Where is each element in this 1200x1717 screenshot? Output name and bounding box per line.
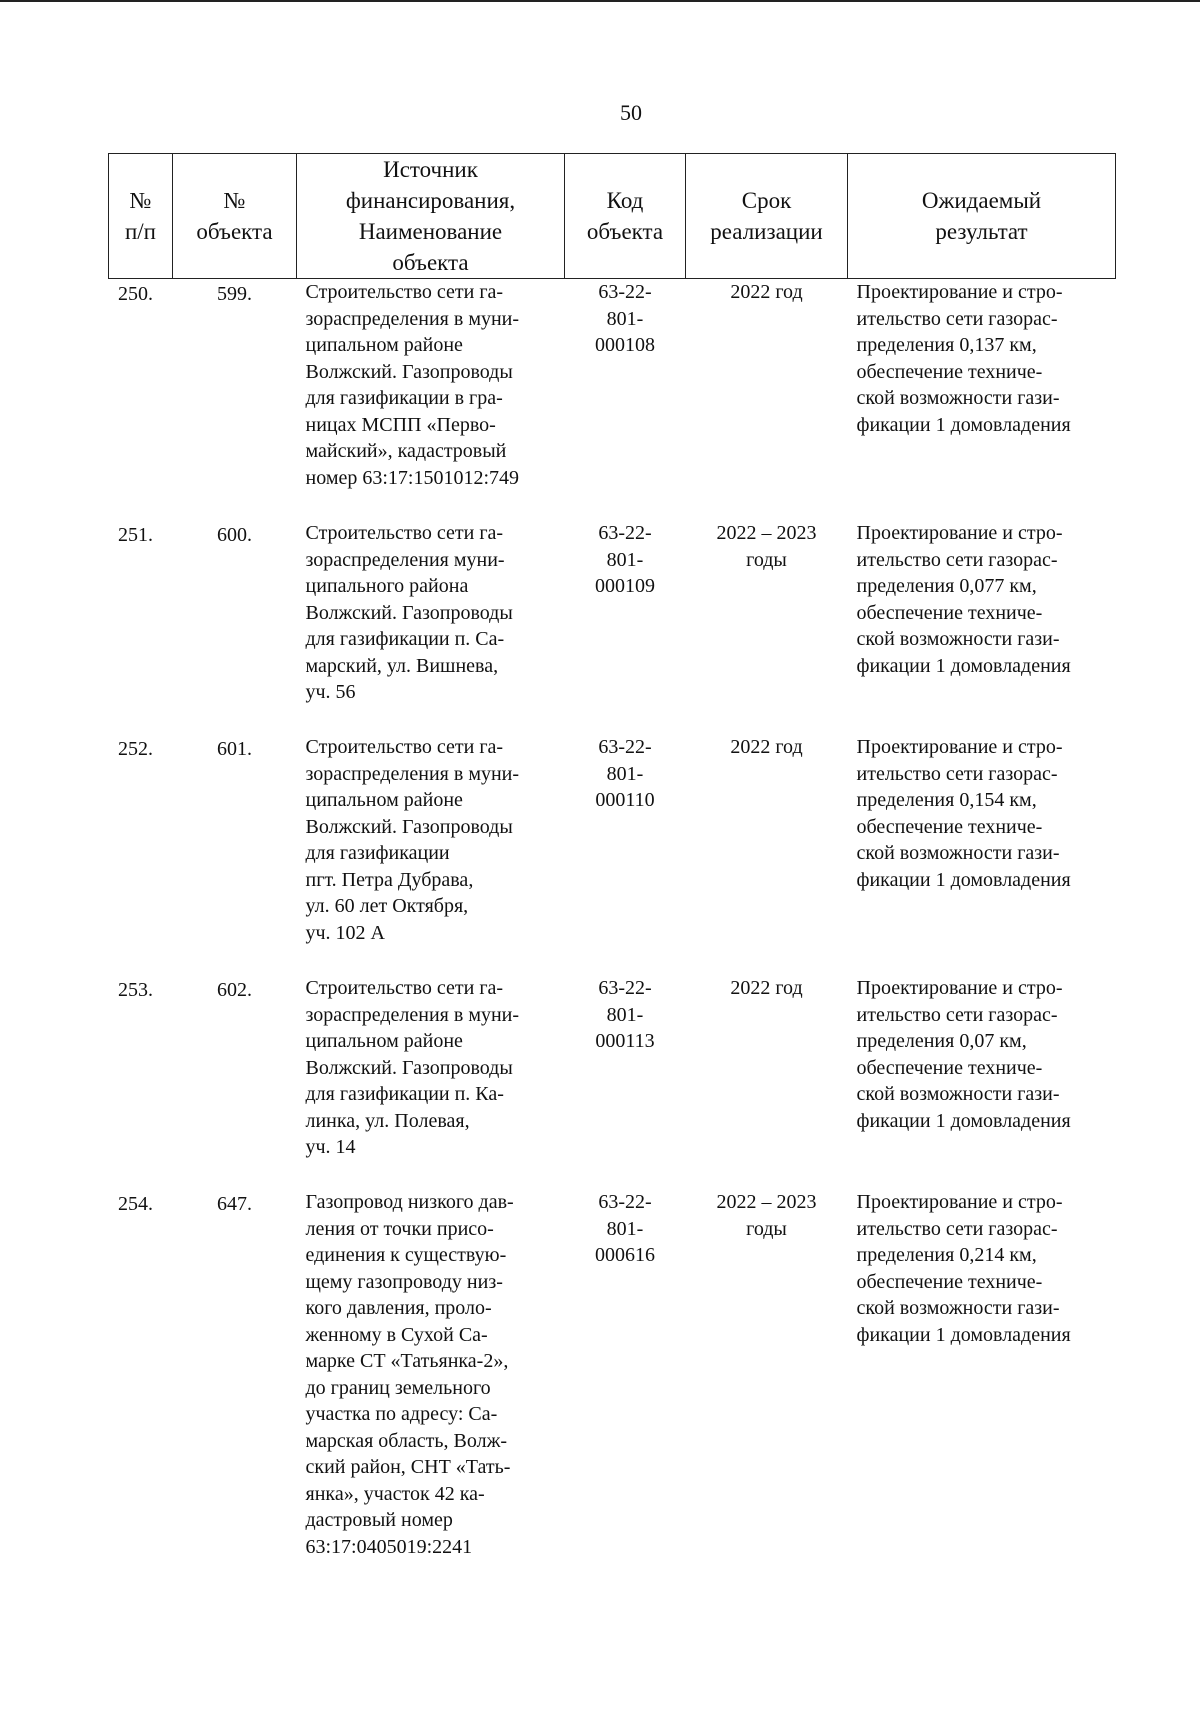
text-line: п/п: [124, 219, 156, 244]
text-line: ительство сети газорас-: [856, 307, 1058, 330]
text-line: годы: [746, 548, 787, 571]
header-expected-result: [848, 154, 1116, 279]
text-line: реализации: [710, 219, 823, 244]
implementation-period: [686, 734, 848, 975]
text-line: уч. 14: [305, 1136, 356, 1158]
text-line: Проектирование и стро-: [856, 736, 1063, 758]
expected-result: [848, 975, 1116, 1189]
table-row: [109, 734, 1116, 975]
text-line: Волжский. Газопроводы: [305, 815, 513, 838]
text-line: Строительство сети га-: [305, 977, 504, 999]
text-line: для газификации п. Ка-: [305, 1083, 504, 1105]
text-line: марская область, Волж-: [305, 1429, 508, 1452]
text-line: участка по адресу: Са-: [305, 1403, 498, 1425]
text-line: фикации 1 домовладения: [856, 654, 1071, 677]
text-line: ципальном районе: [305, 1030, 463, 1052]
text-line: годы: [746, 1217, 787, 1240]
text-line: 000109: [595, 575, 655, 597]
text-line: Строительство сети га-: [305, 522, 504, 544]
text-line: ской возможности гази-: [856, 842, 1060, 864]
table-body: [109, 279, 1116, 1561]
text-line: марке СТ «Татьянка-2»,: [305, 1350, 509, 1372]
text-line: пределения 0,154 км,: [856, 789, 1037, 811]
text-line: 63-22-: [598, 1191, 652, 1213]
text-line: ский район, СНТ «Тать-: [305, 1456, 511, 1478]
text-line: Строительство сети га-: [305, 281, 504, 303]
text-line: 63-22-: [598, 977, 652, 999]
header-object-number: [173, 154, 297, 279]
text-line: зораспределения в муни-: [305, 1003, 520, 1026]
text-line: 000108: [595, 334, 655, 356]
implementation-period: [686, 975, 848, 1189]
text-line: пределения 0,07 км,: [856, 1030, 1027, 1052]
table-row: [109, 975, 1116, 1189]
implementation-period: [686, 1189, 848, 1560]
object-number: 601.: [217, 738, 252, 760]
object-name: [297, 975, 565, 1189]
text-line: Код: [606, 188, 644, 213]
text-line: №: [129, 188, 152, 213]
text-line: ской возможности гази-: [856, 1297, 1060, 1319]
object-number: 599.: [217, 283, 252, 305]
text-line: объекта: [586, 219, 664, 244]
object-number: 600.: [217, 524, 252, 546]
text-line: фикации 1 домовладения: [856, 413, 1071, 436]
text-line: уч. 102 А: [305, 921, 386, 944]
object-code: [565, 975, 686, 1189]
object-code: [565, 520, 686, 734]
table-header: [109, 154, 1116, 279]
expected-result: [848, 734, 1116, 975]
text-line: зораспределения в муни-: [305, 762, 520, 785]
text-line: дастровый номер: [305, 1509, 453, 1531]
text-line: ской возможности гази-: [856, 628, 1060, 650]
implementation-period: [686, 520, 848, 734]
header-funding-source-name: [297, 154, 565, 279]
object-name: [297, 279, 565, 521]
text-line: 2022 год: [730, 736, 803, 758]
text-line: 2022 – 2023: [716, 1191, 817, 1213]
text-line: уч. 56: [305, 681, 356, 703]
text-line: 63-22-: [598, 281, 652, 303]
text-line: ницах МСПП «Перво-: [305, 413, 496, 436]
text-line: зораспределения в муни-: [305, 307, 520, 330]
text-line: ительство сети газорас-: [856, 1217, 1058, 1240]
text-line: кого давления, проло-: [305, 1297, 492, 1319]
text-line: Проектирование и стро-: [856, 522, 1063, 544]
text-line: 801-: [606, 1003, 644, 1026]
text-line: 000616: [595, 1244, 655, 1266]
text-line: ской возможности гази-: [856, 387, 1060, 409]
expected-result: [848, 1189, 1116, 1560]
text-line: ципальном районе: [305, 334, 463, 356]
text-line: для газификации в гра-: [305, 387, 503, 409]
text-line: ципальном районе: [305, 789, 463, 811]
page-number: 50: [620, 100, 642, 125]
object-name: [297, 520, 565, 734]
text-line: женному в Сухой Са-: [305, 1323, 488, 1346]
text-line: Источник: [383, 157, 478, 182]
text-line: ципального района: [305, 575, 469, 597]
table-row: [109, 1189, 1116, 1560]
text-line: Волжский. Газопроводы: [305, 1056, 513, 1079]
text-line: ления от точки присо-: [305, 1217, 494, 1240]
object-number: 647.: [217, 1193, 252, 1215]
text-line: обеспечение техниче-: [856, 601, 1043, 624]
expected-result: [848, 279, 1116, 521]
row-number: 251.: [118, 524, 153, 546]
text-line: единения к существую-: [305, 1244, 507, 1266]
text-line: марский, ул. Вишнева,: [305, 654, 499, 677]
text-line: ительство сети газорас-: [856, 548, 1058, 571]
object-name: [297, 734, 565, 975]
text-line: Проектирование и стро-: [856, 281, 1063, 303]
text-line: пределения 0,214 км,: [856, 1244, 1037, 1266]
expected-result: [848, 520, 1116, 734]
text-line: для газификации п. Са-: [305, 628, 505, 650]
row-number: 250.: [118, 283, 153, 305]
gas-network-table: [108, 153, 1116, 1560]
text-line: 801-: [606, 762, 644, 785]
text-line: для газификации: [305, 842, 450, 864]
text-line: пределения 0,137 км,: [856, 334, 1037, 356]
text-line: обеспечение техниче-: [856, 815, 1043, 838]
text-line: 801-: [606, 548, 644, 571]
text-line: Волжский. Газопроводы: [305, 360, 513, 383]
text-line: 2022 – 2023: [716, 522, 817, 544]
text-line: ул. 60 лет Октября,: [305, 895, 469, 917]
text-line: номер 63:17:1501012:749: [305, 466, 520, 489]
text-line: финансирования,: [345, 188, 516, 213]
header-row: [109, 154, 1116, 279]
text-line: 801-: [606, 1217, 644, 1240]
text-line: линка, ул. Полевая,: [305, 1109, 470, 1132]
text-line: Ожидаемый: [921, 188, 1042, 213]
object-code: [565, 734, 686, 975]
text-line: Строительство сети га-: [305, 736, 504, 758]
text-line: майский», кадастровый: [305, 440, 507, 462]
object-number: 602.: [217, 979, 252, 1001]
row-number: 253.: [118, 979, 153, 1001]
text-line: пределения 0,077 км,: [856, 575, 1037, 597]
text-line: обеспечение техниче-: [856, 1270, 1043, 1293]
text-line: Проектирование и стро-: [856, 977, 1063, 999]
text-line: янка», участок 42 ка-: [305, 1482, 485, 1505]
text-line: фикации 1 домовладения: [856, 1109, 1071, 1132]
text-line: 801-: [606, 307, 644, 330]
text-line: обеспечение техниче-: [856, 1056, 1043, 1079]
text-line: ительство сети газорас-: [856, 762, 1058, 785]
object-code: [565, 279, 686, 521]
text-line: ской возможности гази-: [856, 1083, 1060, 1105]
text-line: 63-22-: [598, 736, 652, 758]
text-line: зораспределения муни-: [305, 548, 505, 571]
text-line: объекта: [392, 250, 469, 275]
top-rule: [0, 0, 1200, 2]
text-line: №: [223, 188, 246, 213]
row-number: 254.: [118, 1193, 153, 1215]
text-line: Газопровод низкого дав-: [305, 1191, 514, 1213]
header-number: [109, 154, 173, 279]
header-implementation-period: [686, 154, 848, 279]
text-line: пгт. Петра Дубрава,: [305, 868, 474, 891]
text-line: результат: [935, 219, 1028, 244]
text-line: 2022 год: [730, 281, 803, 303]
text-line: 000113: [595, 1030, 655, 1052]
object-name: [297, 1189, 565, 1560]
text-line: фикации 1 домовладения: [856, 1323, 1071, 1346]
table-container: [108, 153, 1115, 1560]
text-line: 2022 год: [730, 977, 803, 999]
text-line: Наименование: [358, 219, 503, 244]
table-row: [109, 520, 1116, 734]
text-line: фикации 1 домовладения: [856, 868, 1071, 891]
text-line: ительство сети газорас-: [856, 1003, 1058, 1026]
implementation-period: [686, 279, 848, 521]
text-line: объекта: [196, 219, 273, 244]
text-line: Волжский. Газопроводы: [305, 601, 513, 624]
text-line: Проектирование и стро-: [856, 1191, 1063, 1213]
object-code: [565, 1189, 686, 1560]
text-line: 63:17:0405019:2241: [305, 1535, 473, 1558]
text-line: 000110: [595, 789, 655, 811]
text-line: щему газопроводу низ-: [305, 1270, 503, 1293]
text-line: Срок: [741, 188, 792, 213]
text-line: до границ земельного: [305, 1376, 491, 1399]
table-row: [109, 279, 1116, 521]
header-object-code: [565, 154, 686, 279]
text-line: 63-22-: [598, 522, 652, 544]
row-number: 252.: [118, 738, 153, 760]
text-line: обеспечение техниче-: [856, 360, 1043, 383]
